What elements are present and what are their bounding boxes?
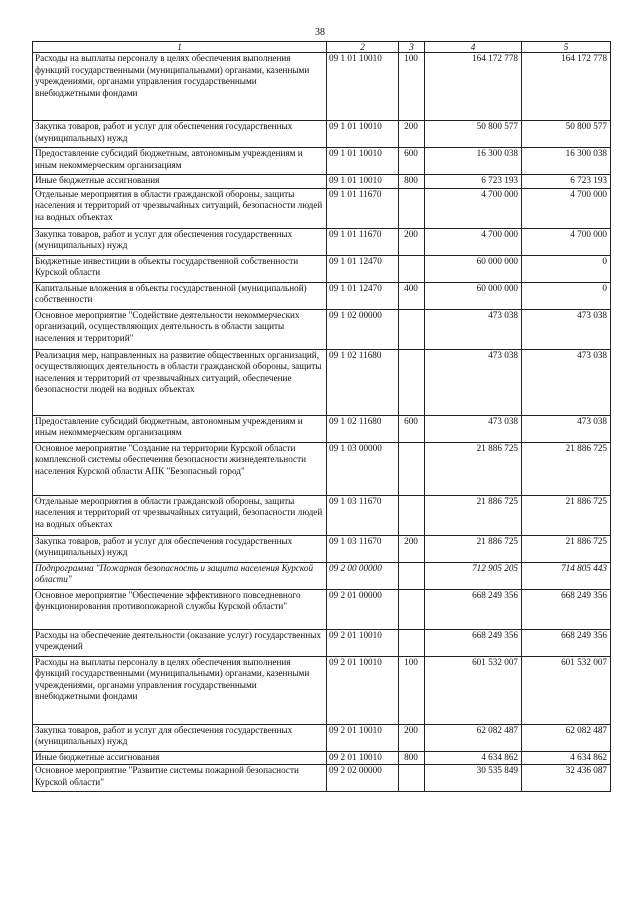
- row-amount-year-1: 60 000 000: [425, 282, 522, 309]
- table-row: [33, 121, 611, 148]
- table-row: [33, 255, 611, 282]
- table-row: [33, 724, 611, 751]
- row-name: Закупка товаров, работ и услуг для обеспечения государственных (муниципальных) нужд: [33, 121, 327, 148]
- row-expense-type: 600: [399, 415, 425, 442]
- row-amount-year-1: 473 038: [425, 415, 522, 442]
- column-number-header: [33, 42, 611, 53]
- row-expense-type: 800: [399, 175, 425, 189]
- row-amount-year-1: 668 249 356: [425, 589, 522, 629]
- row-expense-type: 600: [399, 148, 425, 175]
- row-amount-year-1: 62 082 487: [425, 724, 522, 751]
- column-header: 1: [33, 42, 327, 53]
- row-amount-year-1: 164 172 778: [425, 53, 522, 121]
- row-code: 09 2 01 10010: [327, 656, 399, 724]
- row-amount-year-1: 473 038: [425, 349, 522, 415]
- row-name: Закупка товаров, работ и услуг для обеспечения государственных (муниципальных) нужд: [33, 228, 327, 255]
- row-code: 09 1 03 00000: [327, 442, 399, 495]
- row-expense-type: 200: [399, 228, 425, 255]
- table-row: [33, 562, 611, 589]
- row-name: Реализация мер, направленных на развитие общественных организаций, осуществляющих деятельность в области гражданской обороны, защиты населения и территорий от чрезвычайных ситуаций, обеспечение безопасности людей на водных объектах: [33, 349, 327, 415]
- row-name: Закупка товаров, работ и услуг для обеспечения государственных (муниципальных) нужд: [33, 724, 327, 751]
- row-name: Предоставление субсидий бюджетным, автономным учреждениям и иным некоммерческим организациям: [33, 415, 327, 442]
- table-row: [33, 175, 611, 189]
- row-amount-year-1: 601 532 007: [425, 656, 522, 724]
- row-expense-type: 200: [399, 121, 425, 148]
- row-name: Основное мероприятие "Создание на территории Курской области комплексной системы обеспечения безопасности жизнедеятельности населения Курской области АПК "Безопасный город": [33, 442, 327, 495]
- table-row: [33, 751, 611, 765]
- row-amount-year-1: 712 905 205: [425, 562, 522, 589]
- table-row: [33, 415, 611, 442]
- row-expense-type: [399, 589, 425, 629]
- row-name: Отдельные мероприятия в области гражданской обороны, защиты населения и территорий от чрезвычайных ситуаций, безопасности людей на водных объектах: [33, 495, 327, 535]
- row-expense-type: 100: [399, 656, 425, 724]
- row-expense-type: [399, 309, 425, 349]
- row-amount-year-1: 50 800 577: [425, 121, 522, 148]
- row-name: Расходы на обеспечение деятельности (оказание услуг) государственных учреждений: [33, 629, 327, 656]
- row-amount-year-2: 473 038: [522, 415, 611, 442]
- row-code: 09 2 01 00000: [327, 589, 399, 629]
- row-expense-type: 800: [399, 751, 425, 765]
- row-code: 09 2 01 10010: [327, 751, 399, 765]
- row-name: Иные бюджетные ассигнования: [33, 175, 327, 189]
- row-expense-type: [399, 495, 425, 535]
- row-name: Закупка товаров, работ и услуг для обеспечения государственных (муниципальных) нужд: [33, 535, 327, 562]
- row-code: 09 1 01 12470: [327, 255, 399, 282]
- table-row: [33, 765, 611, 792]
- row-amount-year-2: 473 038: [522, 349, 611, 415]
- row-amount-year-2: 0: [522, 282, 611, 309]
- row-amount-year-2: 32 436 087: [522, 765, 611, 792]
- row-amount-year-1: 4 700 000: [425, 228, 522, 255]
- table-row: [33, 188, 611, 228]
- row-amount-year-2: 50 800 577: [522, 121, 611, 148]
- row-amount-year-2: 6 723 193: [522, 175, 611, 189]
- row-amount-year-1: 4 634 862: [425, 751, 522, 765]
- row-name: Подпрограмма "Пожарная безопасность и защита населения Курской области": [33, 562, 327, 589]
- row-code: 09 1 01 10010: [327, 121, 399, 148]
- row-code: 09 1 02 11680: [327, 415, 399, 442]
- row-amount-year-2: 21 886 725: [522, 535, 611, 562]
- row-amount-year-2: 4 634 862: [522, 751, 611, 765]
- column-header: 5: [522, 42, 611, 53]
- row-code: 09 2 01 10010: [327, 629, 399, 656]
- row-expense-type: 200: [399, 535, 425, 562]
- row-expense-type: [399, 255, 425, 282]
- table-row: [33, 656, 611, 724]
- row-expense-type: 400: [399, 282, 425, 309]
- row-amount-year-1: 473 038: [425, 309, 522, 349]
- row-expense-type: [399, 765, 425, 792]
- row-code: 09 1 02 00000: [327, 309, 399, 349]
- row-amount-year-1: 21 886 725: [425, 442, 522, 495]
- row-expense-type: 100: [399, 53, 425, 121]
- table-row: [33, 148, 611, 175]
- row-amount-year-1: 4 700 000: [425, 188, 522, 228]
- table-row: [33, 349, 611, 415]
- table-row: [33, 228, 611, 255]
- row-amount-year-2: 164 172 778: [522, 53, 611, 121]
- table-row: [33, 282, 611, 309]
- row-expense-type: [399, 188, 425, 228]
- row-expense-type: 200: [399, 724, 425, 751]
- table-row: [33, 535, 611, 562]
- column-header: 3: [399, 42, 425, 53]
- row-code: 09 1 01 11670: [327, 188, 399, 228]
- row-amount-year-1: 21 886 725: [425, 535, 522, 562]
- row-amount-year-2: 21 886 725: [522, 442, 611, 495]
- row-code: 09 1 02 11680: [327, 349, 399, 415]
- table-row: [33, 53, 611, 121]
- row-expense-type: [399, 349, 425, 415]
- row-amount-year-2: 4 700 000: [522, 228, 611, 255]
- row-amount-year-2: 62 082 487: [522, 724, 611, 751]
- row-name: Расходы на выплаты персоналу в целях обеспечения выполнения функций государственными (муниципальными) органами, казенными учреждениями, органами управления государственными внебюджетными фондами: [33, 53, 327, 121]
- row-amount-year-2: 714 805 443: [522, 562, 611, 589]
- row-amount-year-1: 30 535 849: [425, 765, 522, 792]
- row-amount-year-1: 21 886 725: [425, 495, 522, 535]
- column-header: 2: [327, 42, 399, 53]
- row-code: 09 1 03 11670: [327, 535, 399, 562]
- row-code: 09 1 01 10010: [327, 53, 399, 121]
- row-amount-year-2: 21 886 725: [522, 495, 611, 535]
- page-number: 38: [315, 27, 325, 38]
- row-amount-year-2: 473 038: [522, 309, 611, 349]
- row-amount-year-2: 0: [522, 255, 611, 282]
- table-row: [33, 629, 611, 656]
- budget-table: [32, 41, 611, 792]
- row-name: Капитальные вложения в объекты государственной (муниципальной) собственности: [33, 282, 327, 309]
- row-code: 09 2 02 00000: [327, 765, 399, 792]
- row-amount-year-2: 668 249 356: [522, 629, 611, 656]
- row-name: Предоставление субсидий бюджетным, автономным учреждениям и иным некоммерческим организациям: [33, 148, 327, 175]
- row-amount-year-1: 16 300 038: [425, 148, 522, 175]
- row-amount-year-1: 668 249 356: [425, 629, 522, 656]
- row-amount-year-1: 60 000 000: [425, 255, 522, 282]
- row-amount-year-2: 4 700 000: [522, 188, 611, 228]
- row-name: Основное мероприятие "Развитие системы пожарной безопасности Курской области": [33, 765, 327, 792]
- row-amount-year-2: 601 532 007: [522, 656, 611, 724]
- row-code: 09 1 01 10010: [327, 175, 399, 189]
- row-name: Основное мероприятие "Содействие деятельности некоммерческих организаций, осуществляющих деятельность в области защиты населения и территорий": [33, 309, 327, 349]
- table-row: [33, 442, 611, 495]
- table-row: [33, 495, 611, 535]
- row-code: 09 1 01 12470: [327, 282, 399, 309]
- row-name: Основное мероприятие "Обеспечение эффективного повседневного функционирования противопожарной службы Курской области": [33, 589, 327, 629]
- row-name: Расходы на выплаты персоналу в целях обеспечения выполнения функций государственными (муниципальными) органами, казенными учреждениями, органами управления государственными внебюджетными фондами: [33, 656, 327, 724]
- row-name: Бюджетные инвестиции в объекты государственной собственности Курской области: [33, 255, 327, 282]
- table-row: [33, 589, 611, 629]
- row-amount-year-1: 6 723 193: [425, 175, 522, 189]
- table-row: [33, 309, 611, 349]
- row-expense-type: [399, 562, 425, 589]
- row-code: 09 1 01 11670: [327, 228, 399, 255]
- row-expense-type: [399, 629, 425, 656]
- row-expense-type: [399, 442, 425, 495]
- row-code: 09 2 00 00000: [327, 562, 399, 589]
- row-name: Иные бюджетные ассигнования: [33, 751, 327, 765]
- row-amount-year-2: 668 249 356: [522, 589, 611, 629]
- row-code: 09 1 01 10010: [327, 148, 399, 175]
- row-code: 09 2 01 10010: [327, 724, 399, 751]
- row-code: 09 1 03 11670: [327, 495, 399, 535]
- row-name: Отдельные мероприятия в области гражданской обороны, защиты населения и территорий от чрезвычайных ситуаций, безопасности людей на водных объектах: [33, 188, 327, 228]
- column-header: 4: [425, 42, 522, 53]
- row-amount-year-2: 16 300 038: [522, 148, 611, 175]
